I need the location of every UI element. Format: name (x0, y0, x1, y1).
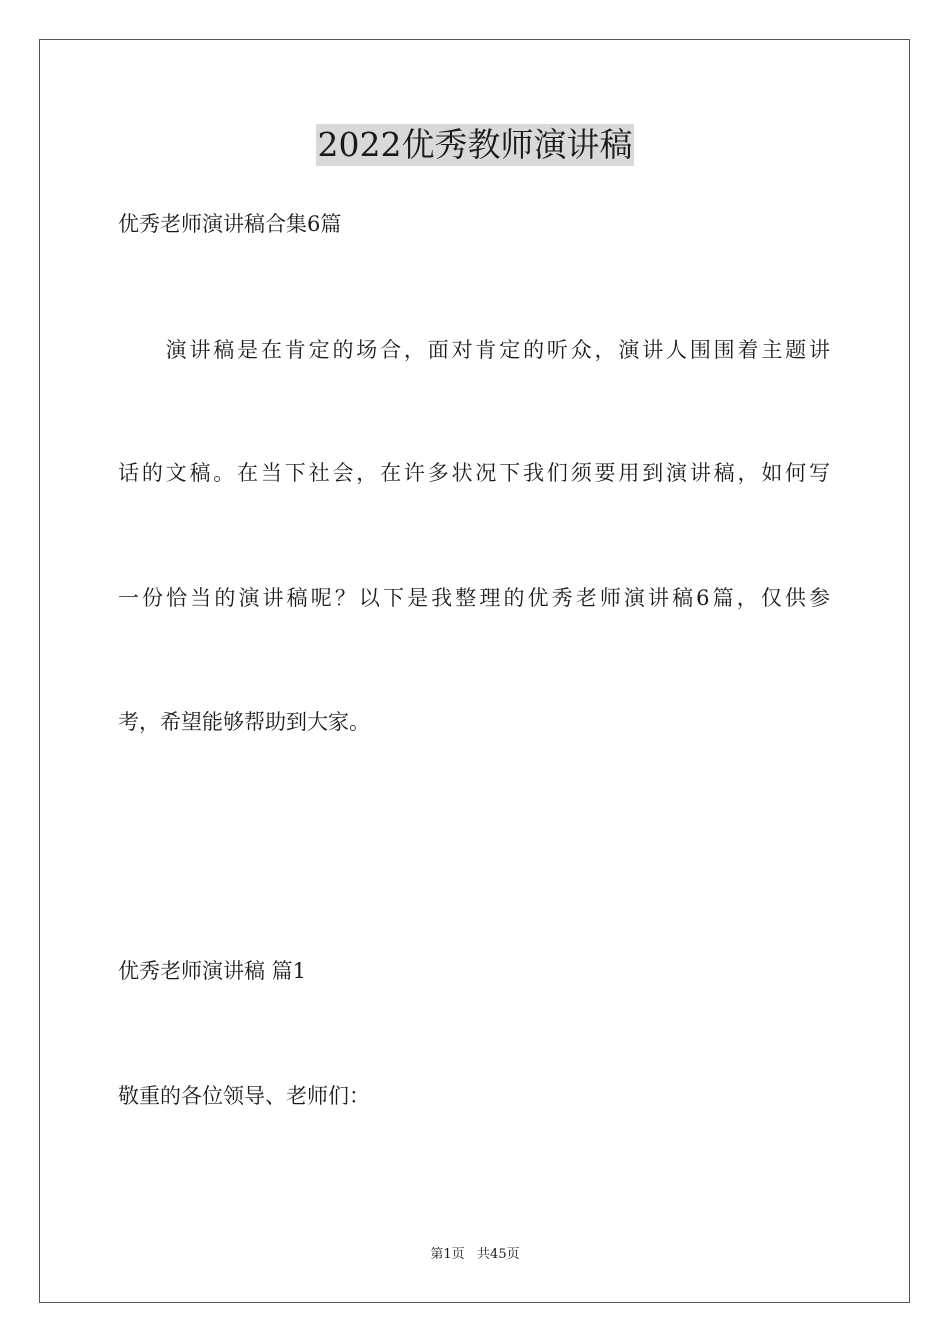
title-container (0, 124, 950, 166)
intro-line-2: 话的文稿。在当下社会，在许多状况下我们须要用到演讲稿，如何写 (118, 461, 830, 485)
intro-line-3: 一份恰当的演讲稿呢？以下是我整理的优秀老师演讲稿6篇，仅供参 (118, 586, 830, 610)
document-subtitle: 优秀老师演讲稿合集6篇 (118, 212, 342, 236)
intro-line-1: 演讲稿是在肯定的场合，面对肯定的听众，演讲人围围着主题讲 (118, 338, 830, 362)
salutation: 敬重的各位领导、老师们： (118, 1084, 370, 1108)
section-heading: 优秀老师演讲稿 篇1 (118, 959, 307, 983)
page-number-footer: 第1页 共45页 (430, 1247, 520, 1262)
document-title: 2022优秀教师演讲稿 (317, 125, 633, 164)
intro-line-4: 考，希望能够帮助到大家。 (118, 710, 370, 734)
